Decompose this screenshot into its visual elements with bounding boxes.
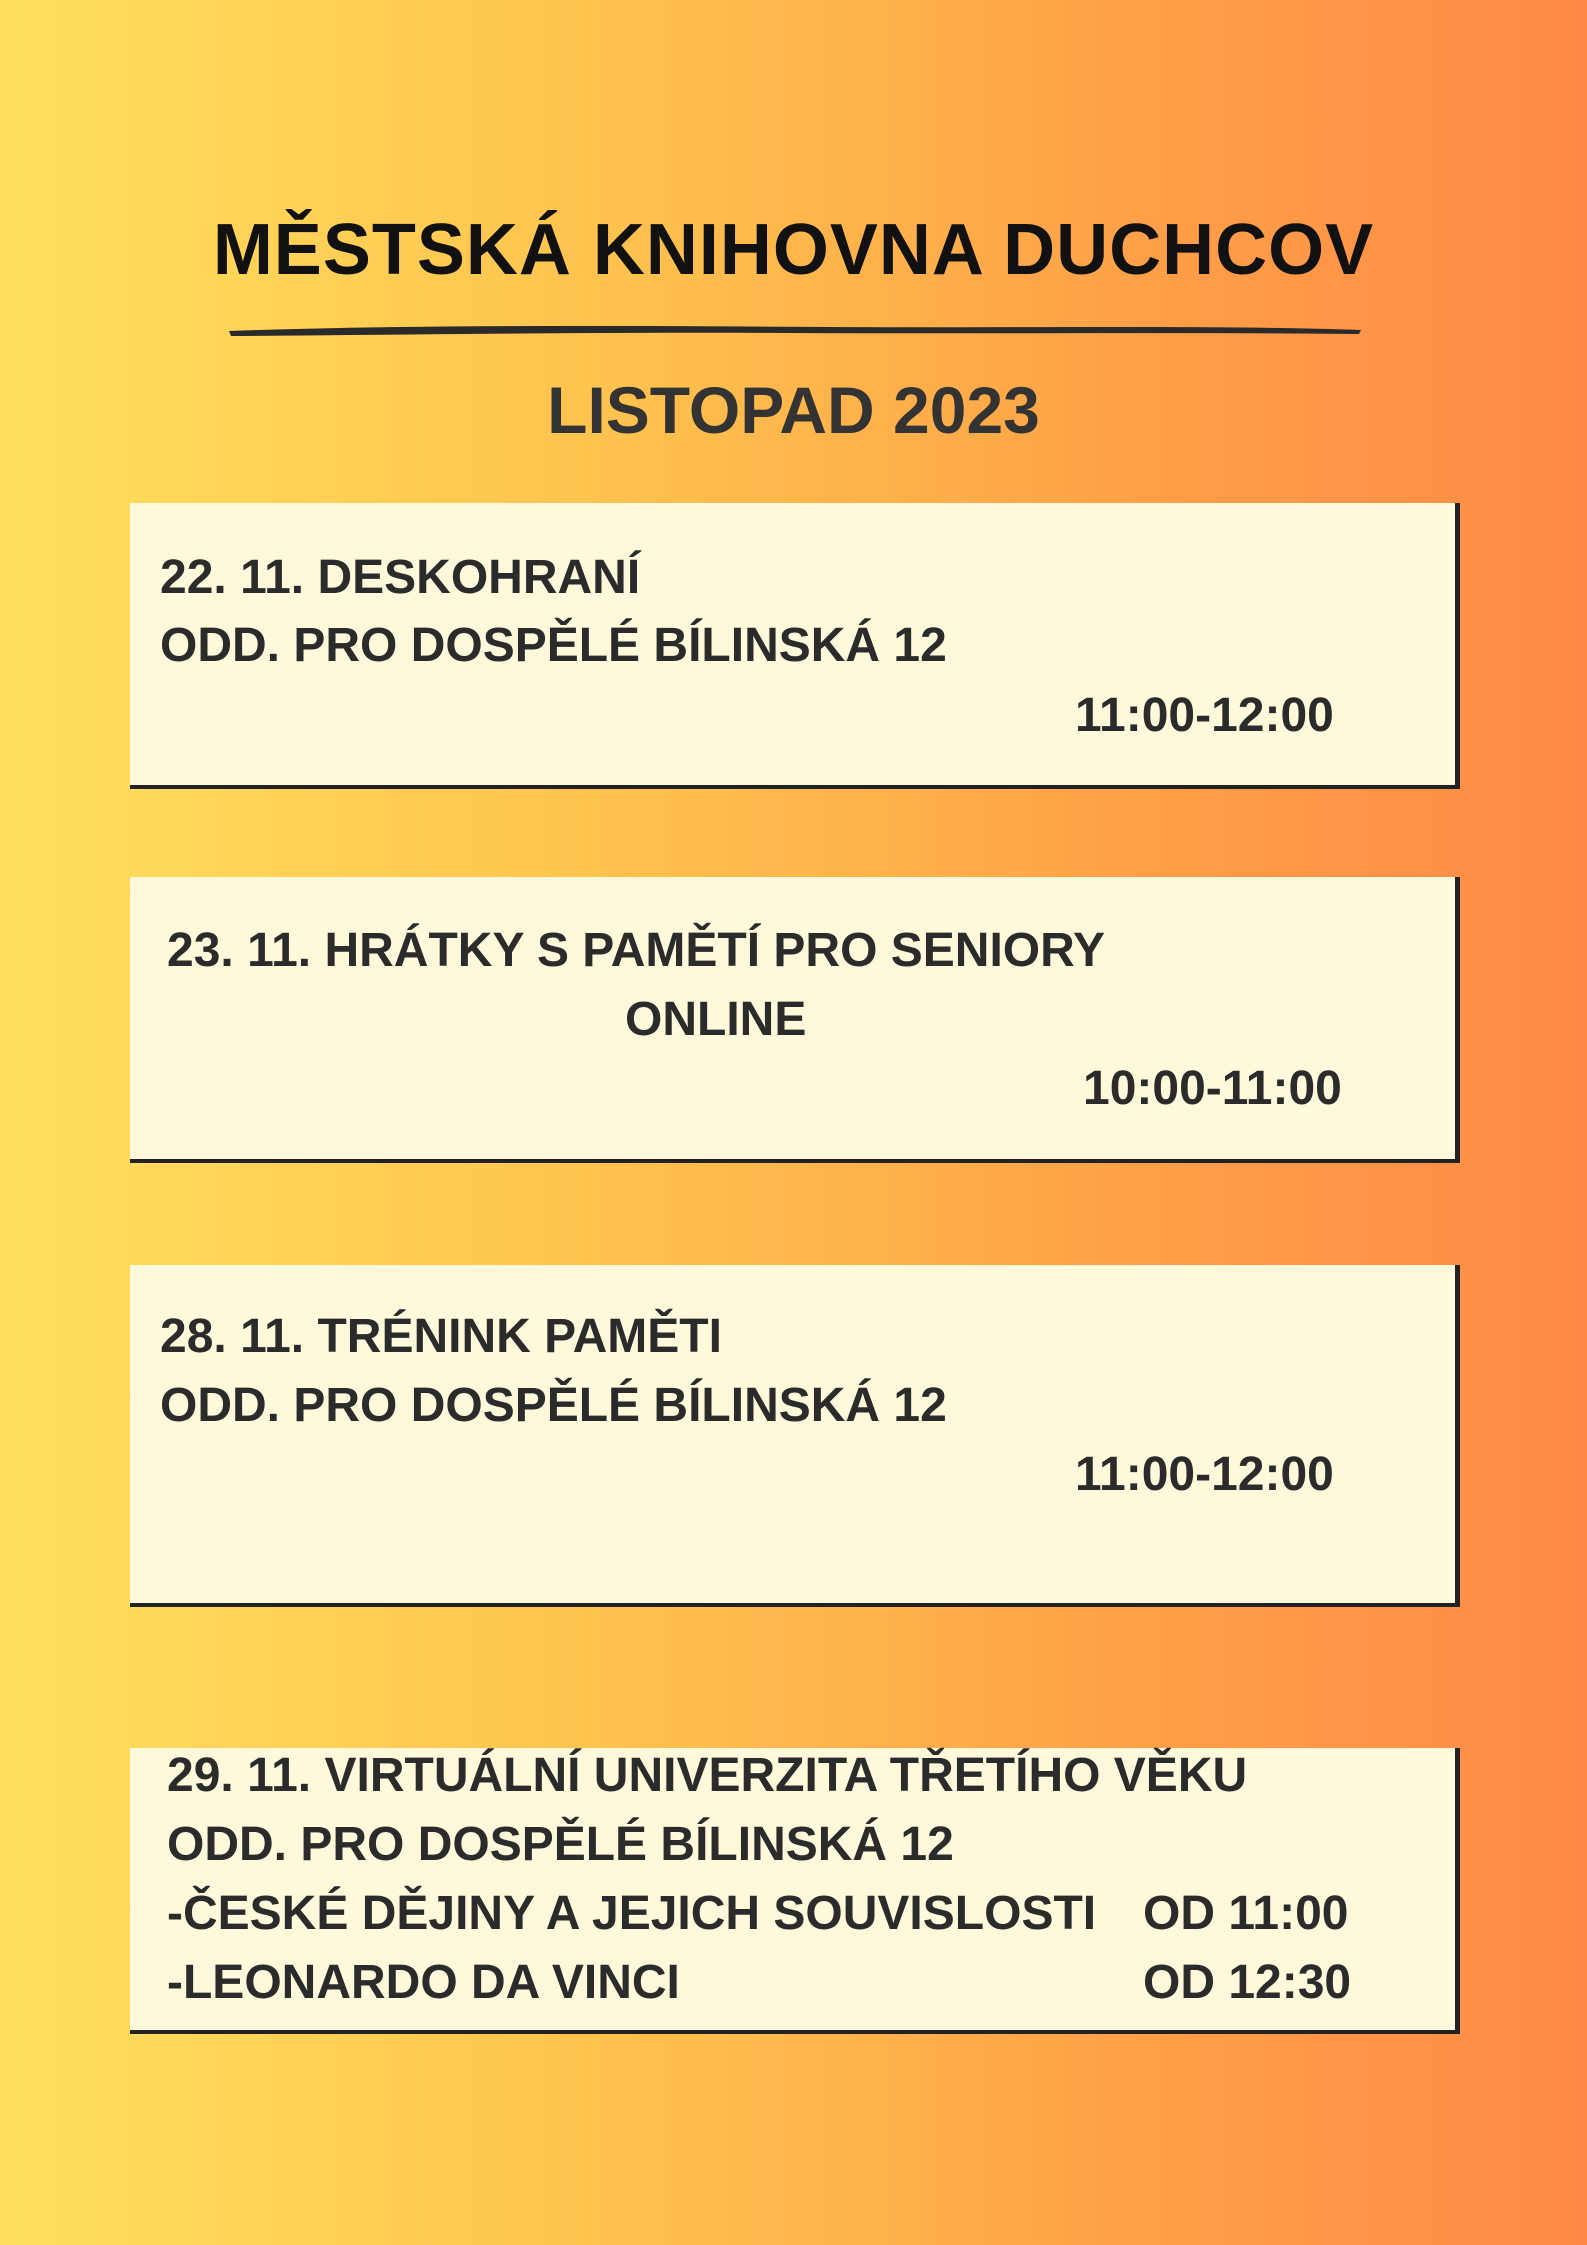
title-underline (225, 320, 1365, 338)
event-title: 23. 11. HRÁTKY S PAMĚTÍ PRO SENIORY (167, 924, 1106, 977)
event-location: ODD. PRO DOSPĚLÉ BÍLINSKÁ 12 (167, 1818, 954, 1871)
event-location: ONLINE (625, 993, 807, 1046)
page-title: MĚSTSKÁ KNIHOVNA DUCHCOV (212, 210, 1375, 290)
session-time: OD 12:30 (1143, 1956, 1352, 2009)
event-location: ODD. PRO DOSPĚLÉ BÍLINSKÁ 12 (160, 619, 947, 672)
event-title: 29. 11. VIRTUÁLNÍ UNIVERZITA TŘETÍHO VĚKU (167, 1749, 1248, 1802)
event-time: 11:00-12:00 (1075, 1448, 1334, 1501)
event-title: 28. 11. TRÉNINK PAMĚTI (160, 1310, 722, 1363)
event-time: 11:00-12:00 (1075, 689, 1334, 742)
session-topic: -ČESKÉ DĚJINY A JEJICH SOUVISLOSTI (167, 1887, 1097, 1940)
event-time: 10:00-11:00 (1083, 1062, 1342, 1115)
month-subtitle: LISTOPAD 2023 (547, 373, 1040, 447)
event-title: 22. 11. DESKOHRANÍ (160, 551, 641, 604)
session-topic: -LEONARDO DA VINCI (167, 1956, 680, 2009)
session-time: OD 11:00 (1143, 1887, 1349, 1940)
event-location: ODD. PRO DOSPĚLÉ BÍLINSKÁ 12 (160, 1379, 947, 1432)
